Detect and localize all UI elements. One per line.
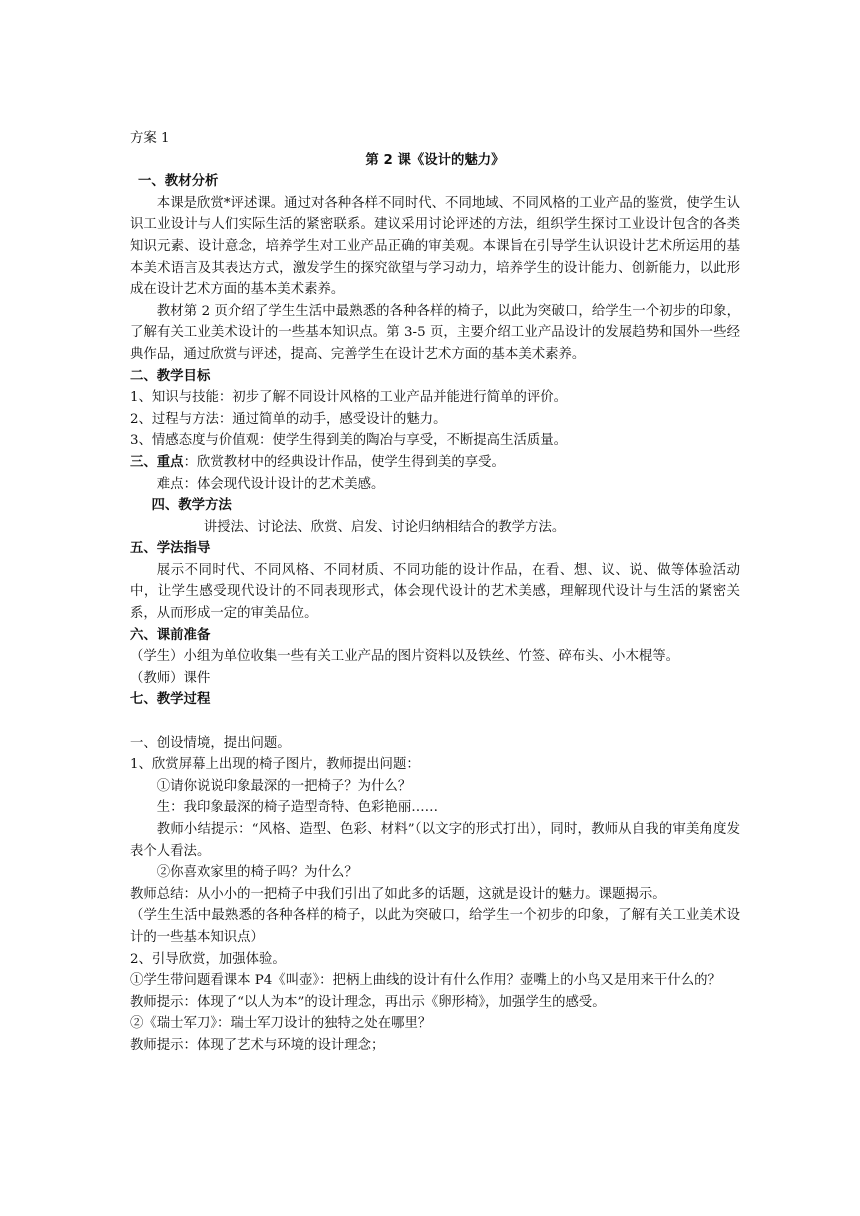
section-heading-analysis: 一、教材分析 [138,174,219,190]
difficulty-line: 难点：体会现代设计设计的艺术美感。 [156,476,385,492]
section-heading-methods: 四、教学方法 [151,498,232,514]
methods-text: 讲授法、讨论法、欣赏、启发、讨论归纳相结合的教学方法。 [203,519,566,535]
teacher-prep: （教师）课件 [130,670,211,686]
teacher-summary: 教师小结提示：“风格、造型、色彩、材料”（以文字的形式打出），同时，教师从自我的审美角度发表个人看法。 [130,822,740,859]
teacher-tip: 教师提示：体现了艺术与环境的设计理念； [130,1037,385,1053]
question: ②《瑞士军刀》：瑞士军刀设计的独特之处在哪里？ [130,1016,432,1032]
lesson-title: 第 2 课《设计的魅力》 [365,152,505,168]
plan-label: 方案 1 [130,131,170,146]
sub-step: 2、引导欣赏，加强体验。 [130,951,286,967]
question: ①请你说说印象最深的一把椅子？为什么？ [156,778,412,794]
answer: 生：我印象最深的椅子造型奇特、色彩艳丽…… [156,800,438,816]
document-page [130,128,740,1057]
key-point-text: ：欣赏教材中的经典设计作品，使学生得到美的享受。 [183,454,505,470]
section-heading-key: 三、重点 [130,454,184,470]
teacher-conclusion: 教师总结：从小小的一把椅子中我们引出了如此多的话题，这就是设计的魅力。课题揭示。 [130,886,666,902]
question: ②你喜欢家里的椅子吗？为什么？ [156,865,358,881]
paragraph: 本课是欣赏*评述课。通过对各种各样不同时代、不同地域、不同风格的工业产品的鉴赏，使学生认识工业设计与人们实际生活的紧密联系。建议采用讨论评述的方法，组织学生探讨工业设计包含的各类知识元素、设计意念，培养学生对工业产品正确的审美观。本课旨在引导学生认识设计艺术所运用的基本美术语言及其表达方式，激发学生的探究欲望与学习动力，培养学生的设计能力、创新能力，以此形成在设计艺术方面的基本美术素养。 [130,195,740,298]
section-heading-process: 七、教学过程 [130,692,211,708]
student-prep: （学生）小组为单位收集一些有关工业产品的图片资料以及铁丝、竹签、碎布头、小木棍等。 [130,649,680,665]
list-item: 3、情感态度与价值观：使学生得到美的陶冶与享受，不断提高生活质量。 [130,433,568,449]
paragraph: 教材第 2 页介绍了学生生活中最熟悉的各种各样的椅子，以此为突破口，给学生一个初步的印象，了解有关工业美术设计的一些基本知识点。第 3-5 页，主要介绍工业产品设计的发展趋势和国外一些经典作品，通过欣赏与评述，提高、完善学生在设计艺术方面的基本美术素养。 [130,303,740,362]
section-heading-guidance: 五、学法指导 [130,541,211,557]
teacher-tip: 教师提示：体现了“以人为本”的设计理念，再出示《卵形椅》，加强学生的感受。 [130,994,606,1010]
question: ①学生带问题看课本 P4《叫壶》：把柄上曲线的设计有什么作用？壶嘴上的小鸟又是用来干什么的？ [130,973,721,989]
list-item: 1、知识与技能：初步了解不同设计风格的工业产品并能进行简单的评价。 [130,390,568,406]
section-heading-goals: 二、教学目标 [130,368,211,384]
note: （学生生活中最熟悉的各种各样的椅子，以此为突破口，给学生一个初步的印象，了解有关工业美术设计的一些基本知识点） [130,908,740,945]
key-point-line [130,452,740,474]
section-heading-prep: 六、课前准备 [130,627,211,643]
list-item: 2、过程与方法：通过简单的动手，感受设计的魅力。 [130,411,447,427]
sub-step: 1、欣赏屏幕上出现的椅子图片，教师提出问题： [130,757,420,773]
paragraph: 展示不同时代、不同风格、不同材质、不同功能的设计作品，在看、想、议、说、做等体验活动中，让学生感受现代设计的不同表现形式，体会现代设计的艺术美感，理解现代设计与生活的紧密关系，从而形成一定的审美品位。 [130,562,740,622]
spacer [130,711,740,733]
step-heading: 一、创设情境，提出问题。 [130,735,291,751]
